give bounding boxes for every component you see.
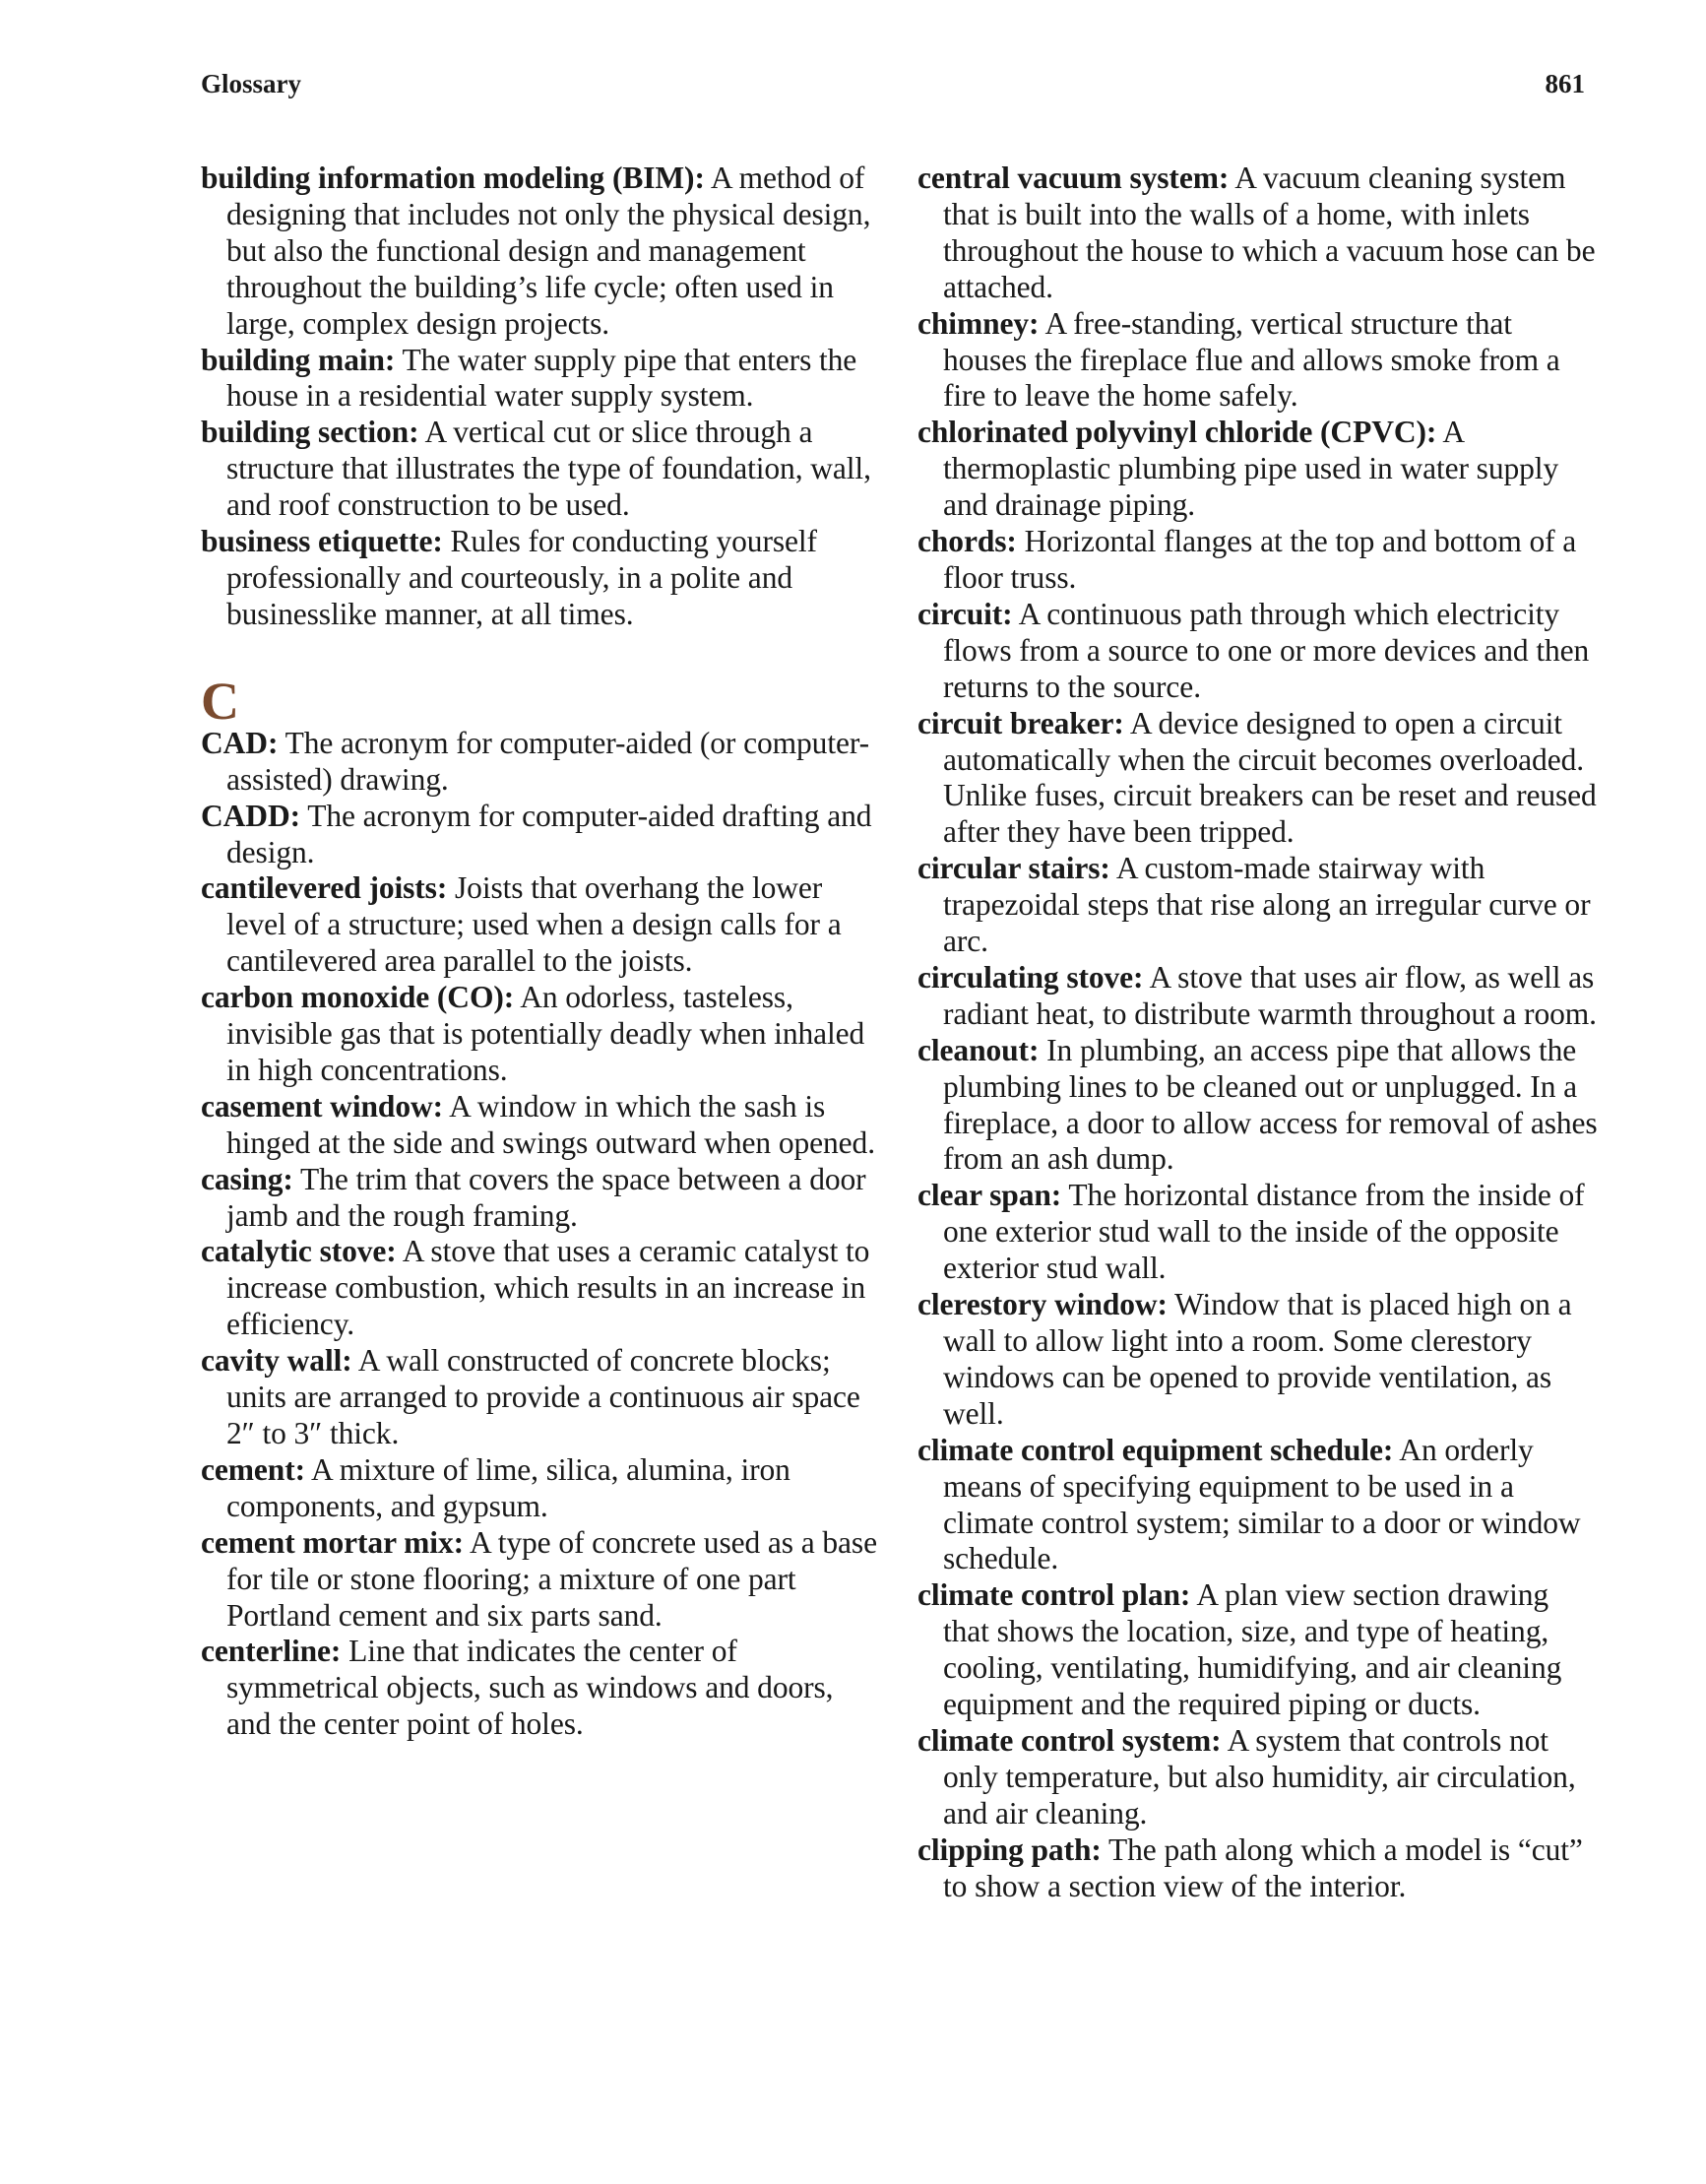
glossary-entry <box>917 1287 1602 1433</box>
glossary-term: cavity wall: <box>201 1343 352 1379</box>
glossary-entry <box>917 1832 1602 1905</box>
page-number: 861 <box>1545 69 1585 98</box>
running-head <box>201 69 1585 108</box>
glossary-term: clear span: <box>917 1178 1062 1213</box>
glossary-term: CAD: <box>201 725 279 760</box>
glossary-definition: The acronym for computer-aided drafting and design. <box>226 798 872 869</box>
glossary-definition: The trim that covers the space between a door jamb and the rough framing. <box>226 1161 866 1233</box>
glossary-entry <box>917 306 1602 416</box>
section-letter-c: C <box>201 671 239 731</box>
glossary-term: climate control system: <box>917 1722 1222 1758</box>
glossary-entry <box>917 1723 1602 1832</box>
glossary-definition: A vertical cut or slice through a structure that illustrates the type of foundation, wall, and roof construction to be used. <box>226 415 871 523</box>
glossary-entry <box>917 1033 1602 1179</box>
left-column-entries-top <box>201 161 885 633</box>
glossary-term: casing: <box>201 1161 293 1196</box>
glossary-term: carbon monoxide (CO): <box>201 980 515 1015</box>
glossary-definition: A system that controls not only temperature, but also humidity, air circulation, and air cleaning. <box>943 1722 1576 1831</box>
glossary-term: chimney: <box>917 305 1040 341</box>
glossary-definition: The acronym for computer-aided (or computer-assisted) drawing. <box>226 725 870 797</box>
glossary-term: building section: <box>201 415 419 450</box>
glossary-definition: Rules for conducting yourself professionally and courteously, in a polite and businesslike manner, at all times. <box>226 524 817 631</box>
glossary-definition: A type of concrete used as a base for tile or stone flooring; a mixture of one part Portland cement and six parts sand. <box>226 1524 877 1633</box>
glossary-term: circuit breaker: <box>917 705 1124 740</box>
glossary-definition: A wall constructed of concrete blocks; units are arranged to provide a continuous air space 2″ to 3″ thick. <box>226 1343 860 1450</box>
glossary-definition: A mixture of lime, silica, alumina, iron components, and gypsum. <box>226 1451 790 1523</box>
glossary-definition: A stove that uses a ceramic catalyst to increase combustion, which results in an increase in efficiency. <box>226 1234 870 1342</box>
glossary-definition: A window in which the sash is hinged at the side and swings outward when opened. <box>226 1088 875 1160</box>
glossary-definition: A stove that uses air flow, as well as radiant heat, to distribute warmth throughout a room. <box>943 959 1597 1031</box>
glossary-entry <box>917 161 1602 306</box>
glossary-term: central vacuum system: <box>917 161 1230 195</box>
glossary-entry <box>201 1634 885 1743</box>
glossary-entry <box>917 415 1602 524</box>
glossary-term: business etiquette: <box>201 524 443 559</box>
glossary-definition: Line that indicates the center of symmetrical objects, such as windows and doors, and the center point of holes. <box>226 1634 834 1742</box>
glossary-definition: The path along which a model is “cut” to show a section view of the interior. <box>943 1831 1583 1903</box>
glossary-term: cement: <box>201 1451 305 1487</box>
glossary-entry <box>201 1343 885 1452</box>
glossary-definition: In plumbing, an access pipe that allows the plumbing lines to be cleaned out or unplugged. In a fireplace, a door to allow access for removal of ashes from an ash dump. <box>943 1032 1598 1177</box>
glossary-term: circular stairs: <box>917 851 1110 886</box>
glossary-entry <box>917 1178 1602 1287</box>
glossary-entry <box>917 706 1602 852</box>
left-column <box>201 161 885 1743</box>
glossary-entry <box>201 1525 885 1635</box>
glossary-entry <box>201 1234 885 1343</box>
glossary-entry <box>917 1433 1602 1578</box>
glossary-entry <box>201 1162 885 1235</box>
glossary-entry <box>917 960 1602 1033</box>
glossary-definition: A custom-made stairway with trapezoidal steps that rise along an irregular curve or arc. <box>943 851 1591 959</box>
glossary-term: circuit: <box>917 596 1013 631</box>
glossary-entry <box>201 980 885 1089</box>
glossary-definition: Joists that overhang the lower level of a structure; used when a design calls for a cantilevered area parallel to the joists. <box>226 870 842 979</box>
glossary-entry <box>201 799 885 871</box>
glossary-term: catalytic stove: <box>201 1234 397 1269</box>
glossary-entry <box>917 524 1602 597</box>
glossary-entry <box>201 161 885 343</box>
glossary-definition: A continuous path through which electricity flows from a source to one or more devices and then returns to the source. <box>943 596 1590 704</box>
glossary-definition: A free-standing, vertical structure that houses the fireplace flue and allows smoke from a fire to leave the home safely. <box>943 305 1560 414</box>
glossary-definition: An orderly means of specifying equipment to be used in a climate control system; similar to a door or window schedule. <box>943 1432 1581 1576</box>
glossary-term: cantilevered joists: <box>201 870 448 906</box>
glossary-definition: A plan view section drawing that shows the location, size, and type of heating, cooling, ventilating, humidifying, and air cleaning equipment and the required piping or ducts. <box>943 1577 1562 1722</box>
left-column-entries-bottom <box>201 726 885 1743</box>
glossary-term: CADD: <box>201 798 300 833</box>
glossary-entry <box>201 870 885 980</box>
glossary-term: climate control plan: <box>917 1577 1191 1613</box>
glossary-term: centerline: <box>201 1634 342 1669</box>
glossary-term: climate control equipment schedule: <box>917 1432 1394 1467</box>
glossary-entry <box>917 1577 1602 1723</box>
glossary-entry <box>201 343 885 416</box>
glossary-entry <box>201 726 885 799</box>
glossary-entry <box>917 851 1602 960</box>
glossary-term: cleanout: <box>917 1032 1040 1067</box>
glossary-term: cement mortar mix: <box>201 1524 464 1560</box>
glossary-definition: A device designed to open a circuit automatically when the circuit becomes overloaded. Unlike fuses, circuit breakers can be reset and reused after they have been tripped. <box>943 705 1597 850</box>
right-column-entries <box>917 161 1602 1905</box>
glossary-definition: A thermoplastic plumbing pipe used in water supply and drainage piping. <box>943 415 1559 523</box>
glossary-definition: A vacuum cleaning system that is built into the walls of a home, with inlets throughout the house to which a vacuum hose can be attached. <box>943 161 1596 304</box>
running-head-title: Glossary <box>201 69 302 98</box>
glossary-term: chords: <box>917 524 1017 559</box>
glossary-entry <box>201 1089 885 1162</box>
glossary-definition: Horizontal flanges at the top and bottom of a floor truss. <box>943 524 1577 595</box>
glossary-term: clipping path: <box>917 1831 1102 1867</box>
glossary-entry <box>917 597 1602 706</box>
glossary-term: building information modeling (BIM): <box>201 161 705 195</box>
glossary-term: casement window: <box>201 1088 444 1124</box>
glossary-entry <box>201 415 885 524</box>
glossary-definition: The horizontal distance from the inside of one exterior stud wall to the inside of the opposite exterior stud wall. <box>943 1178 1585 1286</box>
right-column <box>917 161 1602 1905</box>
glossary-term: circulating stove: <box>917 959 1144 995</box>
glossary-entry <box>201 1452 885 1525</box>
glossary-term: building main: <box>201 342 396 377</box>
glossary-definition: Window that is placed high on a wall to allow light into a room. Some clerestory windows can be opened to provide ventilation, as well. <box>943 1287 1572 1431</box>
glossary-term: clerestory window: <box>917 1287 1168 1322</box>
glossary-definition: An odorless, tasteless, invisible gas that is potentially deadly when inhaled in high concentrations. <box>226 980 865 1087</box>
glossary-definition: The water supply pipe that enters the house in a residential water supply system. <box>226 342 857 414</box>
glossary-term: chlorinated polyvinyl chloride (CPVC): <box>917 415 1437 450</box>
glossary-definition: A method of designing that includes not only the physical design, but also the functional design and management throughout the building’s life cycle; often used in large, complex design projects. <box>226 161 871 341</box>
glossary-entry <box>201 524 885 633</box>
